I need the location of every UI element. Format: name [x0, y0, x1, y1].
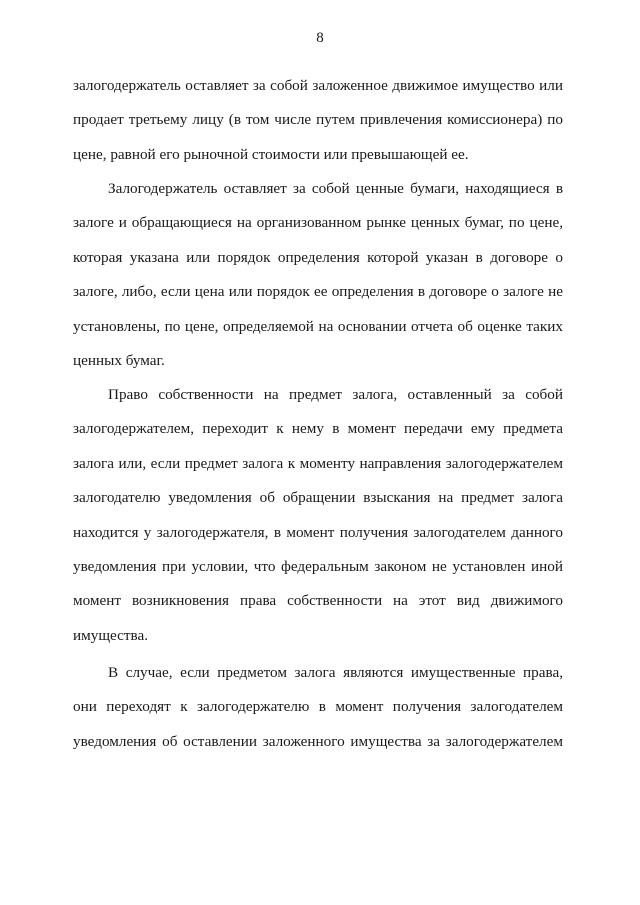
- text-line: залоге, либо, если цена или порядок ее определения в договоре о залоге не: [73, 283, 563, 301]
- text-line: уведомления об оставлении заложенного имущества за залогодержателем: [73, 732, 563, 750]
- text-line: Право собственности на предмет залога, оставленный за собой: [108, 386, 563, 403]
- text-line: залога или, если предмет залога к моменту направления залогодержателем: [73, 454, 563, 472]
- text-line: залогодержателем, переходит к нему в момент передачи ему предмета: [73, 420, 563, 438]
- text-line: залогодателю уведомления об обращении взыскания на предмет залога: [73, 489, 563, 507]
- text-line: В случае, если предметом залога являются имущественные права,: [108, 664, 563, 681]
- paragraph-4: [73, 656, 563, 759]
- paragraph-1: [73, 69, 563, 172]
- text-line: которая указана или порядок определения которой указан в договоре о: [73, 248, 563, 266]
- text-line: цене, равной его рыночной стоимости или превышающей ее.: [73, 145, 469, 163]
- text-line: они переходят к залогодержателю в момент получения залогодателем: [73, 698, 563, 716]
- text-line: находится у залогодержателя, в момент получения залогодателем данного: [73, 523, 563, 541]
- text-line: ценных бумаг.: [73, 351, 165, 369]
- text-line: продает третьему лицу (в том числе путем привлечения комиссионера) по: [73, 111, 563, 129]
- text-line: залогодержатель оставляет за собой заложенное движимое имущество или: [73, 77, 563, 94]
- paragraph-2: [73, 172, 563, 378]
- text-line: момент возникновения права собственности на этот вид движимого: [73, 592, 563, 610]
- text-line: Залогодержатель оставляет за собой ценные бумаги, находящиеся в: [108, 180, 563, 197]
- text-line: залоге и обращающиеся на организованном рынке ценных бумаг, по цене,: [73, 214, 563, 232]
- text-line: установлены, по цене, определяемой на основании отчета об оценке таких: [73, 317, 563, 335]
- text-line: имущества.: [73, 626, 149, 644]
- paragraph-3: [73, 378, 563, 653]
- text-line: уведомления при условии, что федеральным законом не установлен иной: [73, 557, 563, 575]
- page-number: 8: [316, 30, 324, 46]
